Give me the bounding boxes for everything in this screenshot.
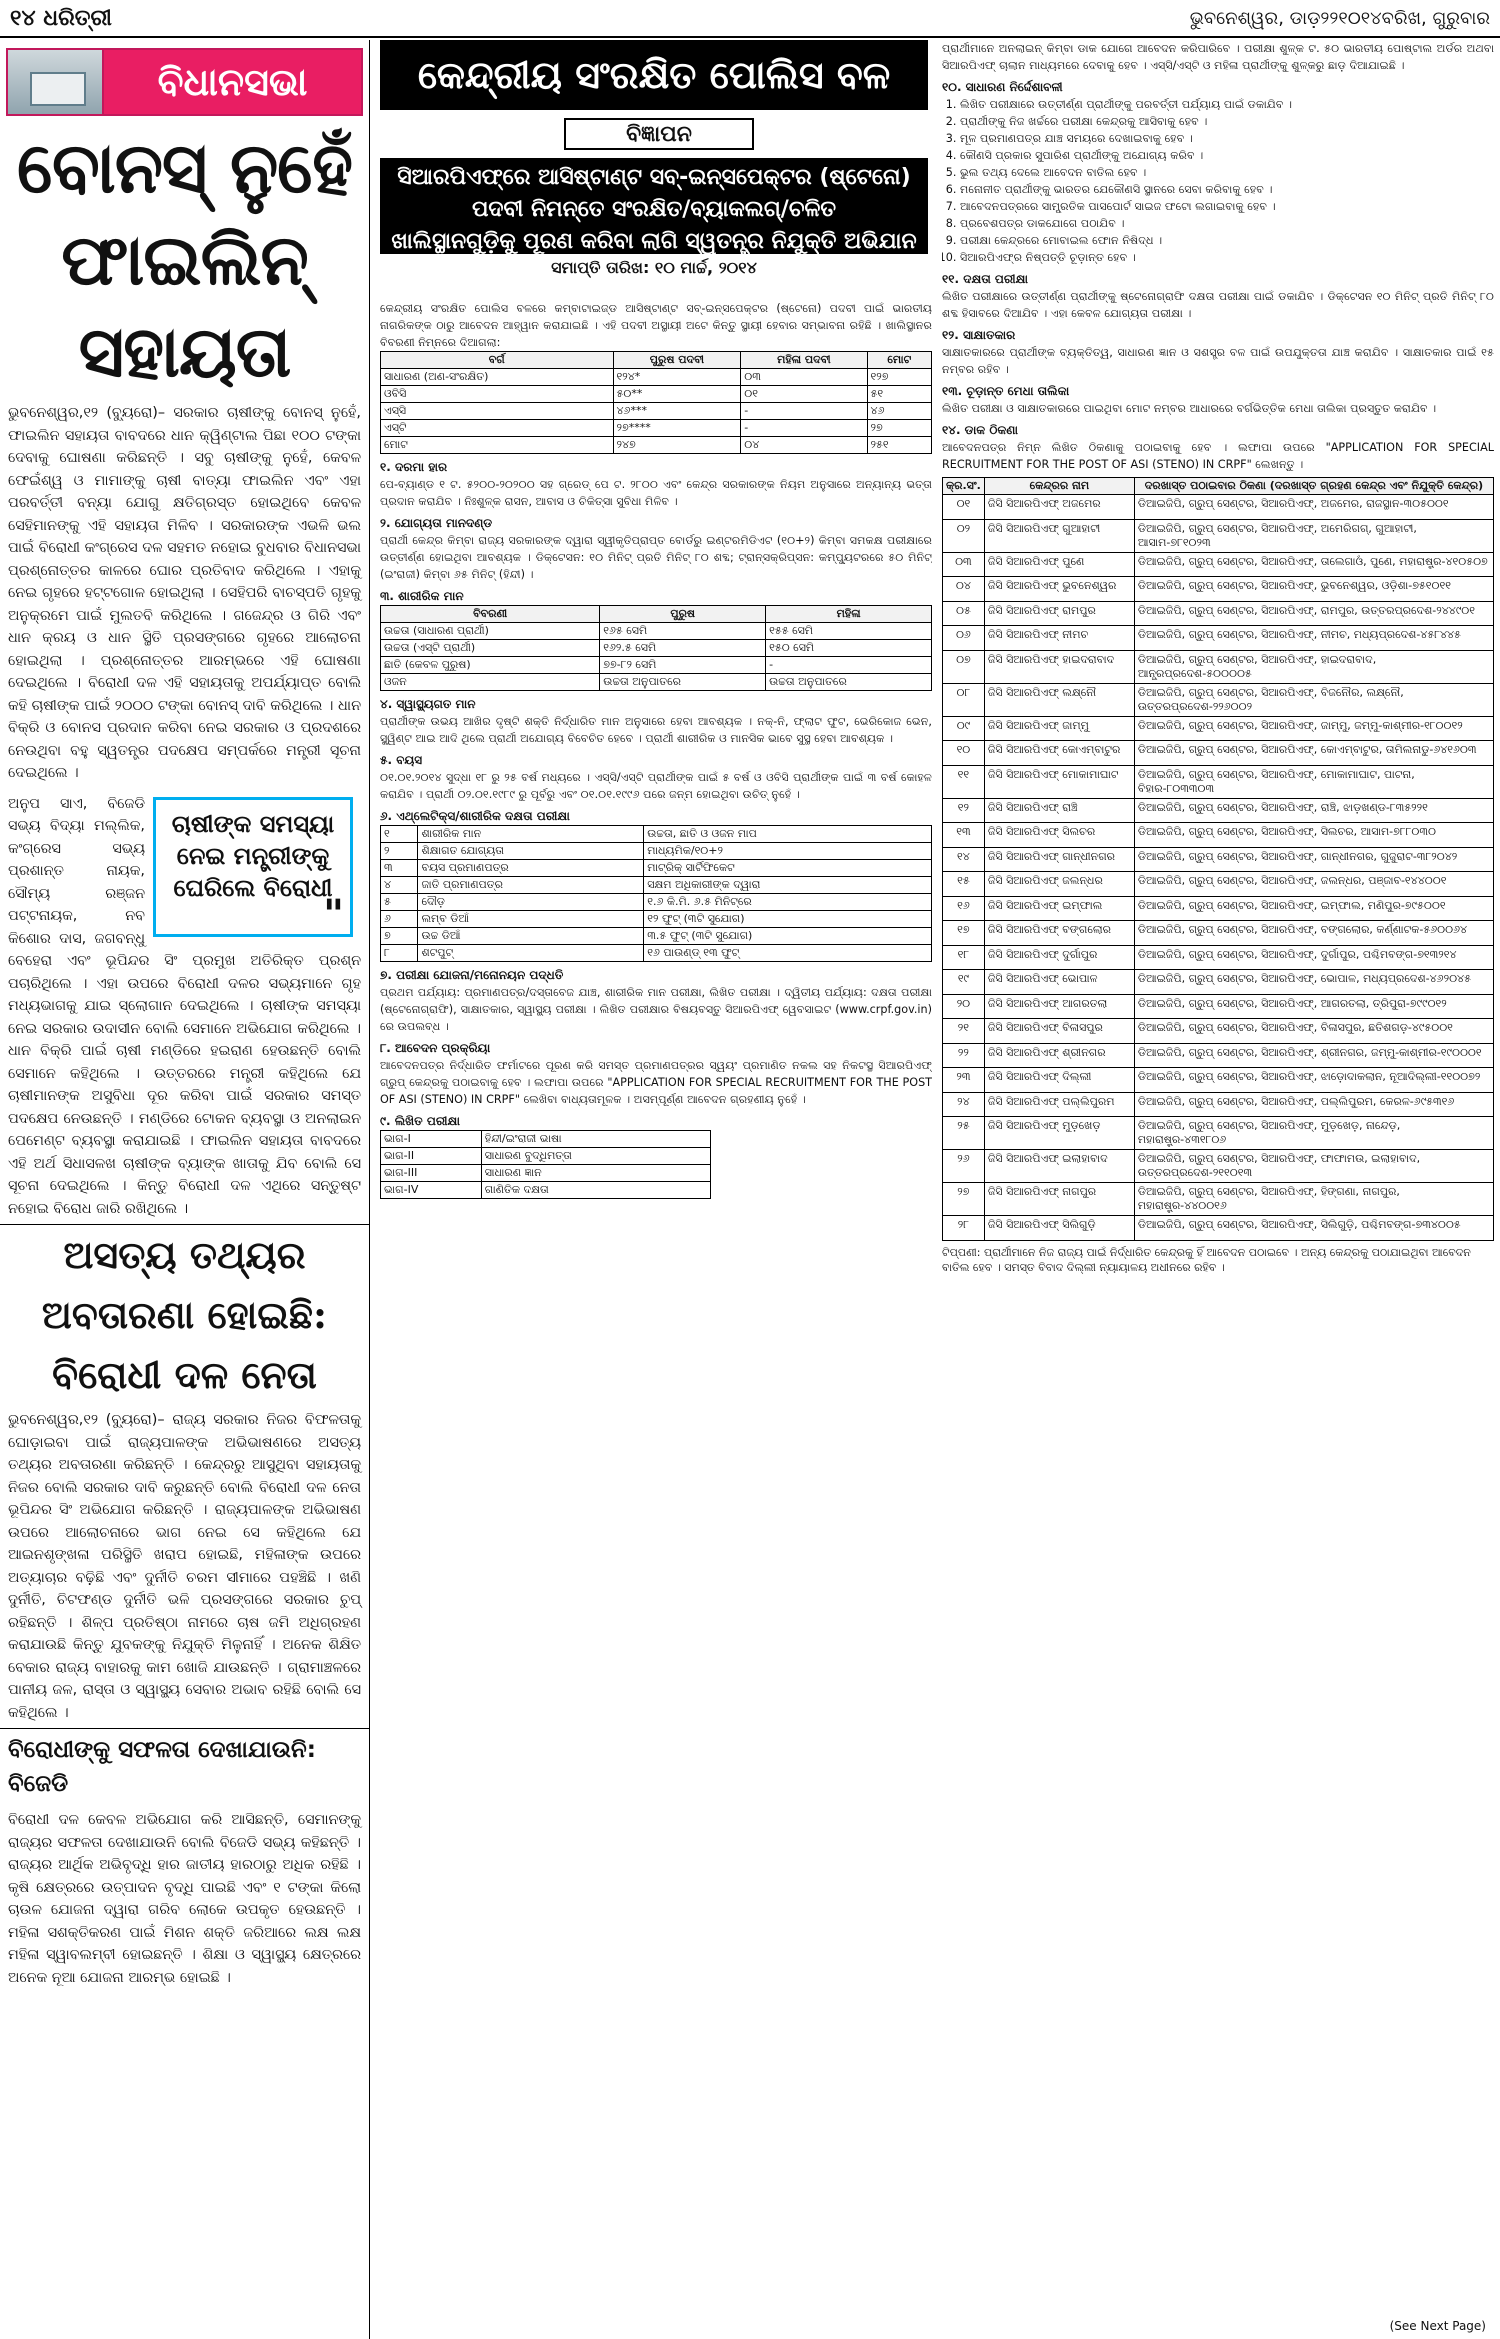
table-cell: ଉଚ୍ଚତା ଅନୁପାତରେ bbox=[600, 674, 766, 691]
table-row bbox=[943, 1117, 1494, 1150]
table-cell: ୦୬ bbox=[943, 626, 985, 651]
table-cell: ୧.୬ କି.ମି. ୬.୫ ମିନିଟ୍‌ରେ bbox=[644, 894, 932, 911]
table-cell: ସାଧାରଣ ଜ୍ଞାନ bbox=[481, 1165, 710, 1182]
list-item: 10. ସିଆରପିଏଫ୍‌ର ନିଷ୍ପତ୍ତି ଚୂଡ଼ାନ୍ତ ହେବ । bbox=[960, 249, 1494, 266]
table-cell: ଭାଗ-I bbox=[381, 1131, 482, 1148]
table-cell: ୨୫ bbox=[943, 1117, 985, 1150]
table-cell: ଡିଆଇଜିପି, ଗ୍ରୁପ୍ ସେଣ୍ଟର, ସିଆରପିଏଫ୍, ଭୋପାଳ, ମଧ୍ୟପ୍ରଦେଶ-୪୬୨୦୪୫ bbox=[1134, 970, 1493, 995]
section-age-text: ୦୧.୦୧.୨୦୧୪ ସୁଦ୍ଧା ୧୮ ରୁ ୨୫ ବର୍ଷ ମଧ୍ୟରେ । ଏସ୍‌ସି/ଏସ୍‌ଟି ପ୍ରାର୍ଥୀଙ୍କ ପାଇଁ ୫ ବର୍ଷ ଓ ଓବିସି ପ୍ରାର୍ଥୀଙ୍କ ପାଇଁ ୩ ବର୍ଷ କୋହଳ କରାଯିବ । ପ୍ରାର୍ଥୀ ୦୨.୦୧.୧୯୮୯ ରୁ ପୂର୍ବରୁ ଏବଂ ୦୧.୦୧.୧୯୯୬ ପରେ ଜନ୍ମ ହୋଇଥିବା ଉଚିତ୍ ନୁହେଁ । bbox=[380, 771, 932, 801]
table-cell: ୨୭ bbox=[867, 420, 931, 437]
table-row bbox=[943, 683, 1494, 716]
table-cell: ଉଚ୍ଚ ଡିଆଁ bbox=[418, 928, 644, 945]
table-cell: ଡିଆଇଜିପି, ଗ୍ରୁପ୍ ସେଣ୍ଟର, ସିଆରପିଏଫ୍, ଭୁବନେଶ୍ୱର, ଓଡ଼ିଶା-୭୫୧୦୧୧ bbox=[1134, 577, 1493, 602]
list-item: 8. ପ୍ରବେଶପତ୍ର ଡାକଯୋଗେ ପଠାଯିବ । bbox=[960, 215, 1494, 232]
vacancy-table bbox=[380, 351, 932, 454]
table-cell: ଜିସି ସିଆରପିଏଫ୍ ବଙ୍ଗଲୋର bbox=[984, 921, 1134, 946]
story-body-1: ଭୁବନେଶ୍ୱର,୧୨ (ବ୍ୟୁରୋ)– ସରକାର ଚାଷୀଙ୍କୁ ବୋନସ୍ ନୁହେଁ, ଫାଇଲିନ ସହାୟତା ବାବଦରେ ଧାନ କ୍ୱିଣ୍ଟାଲ ପିଛା ୧୦୦ ଟଙ୍କା ଦେବାକୁ ଘୋଷଣା କରିଛନ୍ତି । ସବୁ ଚାଷୀଙ୍କୁ ନୁହେଁ, କେବଳ ଫେଇଁଶ୍ୱ ଓ ମାମାଙ୍କୁ ଚାଷୀ ବାତ୍ୟା ଫାଇଲିନ ଏବଂ ଏହା ପରବର୍ତ୍ତୀ ବନ୍ୟା ଯୋଗୁ କ୍ଷତିଗ୍ରସ୍ତ ହୋଇଥିବେ କେବଳ ସେହିମାନଙ୍କୁ ଏହି ସହାୟତା ମିଳିବ । ସରକାରଙ୍କ ଏଭଳି ଭଲ ପାଇଁ ବିରୋଧୀ କଂଗ୍ରେସ ଦଳ ସହମତ ନହୋଇ ବୁଧବାର ବିଧାନସଭା ପ୍ରଶ୍ନୋତ୍ତର କାଳରେ ଘୋର ପ୍ରତିବାଦ କରିଥିଲେ । ଏହାକୁ ନେଇ ଗୃହରେ ହଟ୍ଟଗୋଳ ହୋଇଥିଲା । ସେହିପରି ବାଚସ୍ପତି ଗୃହକୁ ଅନୁକ୍ରମେ ପାଇଁ ମୁଲତବି କରିଥିଲେ । ଗଜେନ୍ଦ୍ର ଓ ଗିରି ଏବଂ ଧାନ କ୍ରୟ ଓ ଧାନ ସ୍ଥିତି ପ୍ରସଙ୍ଗରେ ଗୃହରେ ଆଲୋଚନା ହୋଇଥିଲା । ପ୍ରଶ୍ନୋତ୍ତର ଆରମ୍ଭରେ ଏହି ଘୋଷଣା ଦେଇଥିଲେ । ବିରୋଧୀ ଦଳ ଏହି ସହାୟତାକୁ ଅପର୍ଯ୍ୟାପ୍ତ ବୋଲି କହି ଚାଷୀଙ୍କ ପାଇଁ ୨୦୦୦ ଟଙ୍କା ବୋନସ୍ ଦାବି କରିଥିଲେ । ଧାନ ବିକ୍ରି ଓ ବୋନସ ପ୍ରଦାନ କରିବା ନେଇ ସରକାର ଓ ପ୍ରଦଶରେ ନେଉଥିବା ବହୁ ସ୍ୱତନ୍ତ୍ର ପଦକ୍ଷେପ ସମ୍ପର୍କରେ ମନ୍ତ୍ରୀ ସୂଚନା ଦେଇଥିଲେ । bbox=[8, 405, 361, 781]
table-header: ପୁରୁଷ ପଦବୀ bbox=[613, 352, 741, 369]
table-row bbox=[943, 601, 1494, 626]
table-cell: ଜିସି ସିଆରପିଏଫ୍ ମୋକାମାଘାଟ bbox=[984, 765, 1134, 798]
table-cell: ବୟସ ପ୍ରମାଣପତ୍ର bbox=[418, 860, 644, 877]
table-cell: ଜିସି ସିଆରପିଏଫ୍ ନାଗପୁର bbox=[984, 1183, 1134, 1216]
table-cell: ଉଚ୍ଚତା ଅନୁପାତରେ bbox=[766, 674, 932, 691]
table-row bbox=[943, 1183, 1494, 1216]
table-header: ପୁରୁଷ bbox=[600, 606, 766, 623]
table-cell: ଡିଆଇଜିପି, ଗ୍ରୁପ୍ ସେଣ୍ଟର, ସିଆରପିଏଫ୍, ମୁଡ଼ଖେଡ଼, ନାନ୍ଦେଡ଼, ମହାରାଷ୍ଟ୍ର-୪୩୧୮୦୬ bbox=[1134, 1117, 1493, 1150]
page-number: ୧୪ ଧରିତ୍ରୀ bbox=[10, 5, 112, 31]
table-cell: ଜିସି ସିଆରପିଏଫ୍ ପଲ୍ଲିପୁରମ bbox=[984, 1092, 1134, 1117]
list-item: 5. ଭୁଲ ତଥ୍ୟ ଦେଲେ ଆବେଦନ ବାତିଲ ହେବ । bbox=[960, 164, 1494, 181]
table-cell: ସାଧାରଣ ବୁଦ୍ଧିମତ୍ତା bbox=[481, 1148, 710, 1165]
table-cell: ଜିସି ସିଆରପିଏଫ୍ ମୁଡ଼ଖେଡ଼ bbox=[984, 1117, 1134, 1150]
table-cell: ୨୧ bbox=[943, 1019, 985, 1044]
skill-test-text: ଲିଖିତ ପରୀକ୍ଷାରେ ଉତ୍ତୀର୍ଣ୍ଣ ପ୍ରାର୍ଥୀଙ୍କୁ ଷ୍ଟେନୋଗ୍ରାଫି ଦକ୍ଷତା ପରୀକ୍ଷା ପାଇଁ ଡକାଯିବ । ଡିକ୍ଟେସନ ୧୦ ମିନିଟ୍ ପ୍ରତି ମିନିଟ୍ ୮୦ ଶବ୍ଦ ହିସାବରେ ଦିଆଯିବ । ଏହା କେବଳ ଯୋଗ୍ୟତା ପରୀକ୍ଷା । bbox=[942, 290, 1494, 320]
table-cell: ଡିଆଇଜିପି, ଗ୍ରୁପ୍ ସେଣ୍ଟର, ସିଆରପିଏଫ୍, ହିଙ୍ଗଣା, ନାଗପୁର, ମହାରାଷ୍ଟ୍ର-୪୪୦୦୧୬ bbox=[1134, 1183, 1493, 1216]
table-row bbox=[943, 495, 1494, 520]
section-application-text: ଆବେଦନପତ୍ର ନିର୍ଦ୍ଧାରିତ ଫର୍ମାଟରେ ପୂରଣ କରି ସମସ୍ତ ପ୍ରମାଣପତ୍ରର ସ୍ୱୟଂ ପ୍ରମାଣିତ ନକଲ ସହ ନିକଟସ୍ଥ ସିଆରପିଏଫ୍ ଗ୍ରୁପ୍ କେନ୍ଦ୍ରକୁ ପଠାଇବାକୁ ହେବ । ଲଫାପା ଉପରେ "APPLICATION FOR SPECIAL RECRUITMENT FOR THE POST OF ASI (STENO) IN CRPF" ଲେଖିବା ବାଧ୍ୟତାମୂଳକ । ଅସମ୍ପୂର୍ଣ୍ଣ ଆବେଦନ ଗ୍ରହଣୀୟ ନୁହେଁ । bbox=[380, 1059, 932, 1106]
table-cell: ଜିସି ସିଆରପିଏଫ୍ ଅଜମେର bbox=[984, 495, 1134, 520]
table-cell: ୦୯ bbox=[943, 716, 985, 741]
assembly-building-image bbox=[8, 50, 104, 114]
table-cell: ୧୮ bbox=[943, 945, 985, 970]
table-header: ମୋଟ bbox=[867, 352, 931, 369]
table-row bbox=[381, 386, 932, 403]
table-cell: ଜିସି ସିଆରପିଏଫ୍ ଗାନ୍ଧୀନଗର bbox=[984, 847, 1134, 872]
table-cell: ଡିଆଇଜିପି, ଗ୍ରୁପ୍ ସେଣ୍ଟର, ସିଆରପିଏଫ୍, ରାଞ୍ଚି, ଝାଡ଼ଖଣ୍ଡ-୮୩୫୨୨୧ bbox=[1134, 798, 1493, 823]
table-cell: ଜିସି ସିଆରପିଏଫ୍ ସିଲଚର bbox=[984, 823, 1134, 848]
table-cell: ୧୨୭ bbox=[867, 369, 931, 386]
table-cell: ଡିଆଇଜିପି, ଗ୍ରୁପ୍ ସେଣ୍ଟର, ସିଆରପିଏଫ୍, ଶ୍ରୀନଗର, ଜମ୍ମୁ-କାଶ୍ମୀର-୧୯୦୦୦୧ bbox=[1134, 1043, 1493, 1068]
inset-text: ଚାଷୀଙ୍କ ସମସ୍ୟା ନେଇ ମନ୍ତ୍ରୀଙ୍କୁ ଘେରିଲେ ବିରୋଧୀ bbox=[171, 809, 335, 902]
table-cell: ୦୩ bbox=[741, 369, 867, 386]
table-row bbox=[943, 823, 1494, 848]
table-cell: ୦୮ bbox=[943, 683, 985, 716]
table-cell: ଡିଆଇଜିପି, ଗ୍ରୁପ୍ ସେଣ୍ଟର, ସିଆରପିଏଫ୍, ଜଲନ୍ଧର, ପଞ୍ଜାବ-୧୪୪୦୦୧ bbox=[1134, 872, 1493, 897]
table-cell: ଜିସି ସିଆରପିଏଫ୍ ଜାମ୍ମୁ bbox=[984, 716, 1134, 741]
table-cell: ଡିଆଇଜିପି, ଗ୍ରୁପ୍ ସେଣ୍ଟର, ସିଆରପିଏଫ୍, ମୋକାମାଘାଟ, ପାଟନା, ବିହାର-୮୦୩୩୦୩ bbox=[1134, 765, 1493, 798]
ad-heading-line-1: ସିଆରପିଏଫ୍‌ରେ ଆସିଷ୍ଟାଣ୍ଟ ସବ୍-ଇନ୍‌ସପେକ୍ଟର (ଷ୍ଟେନୋ) bbox=[397, 165, 911, 190]
table-row bbox=[943, 847, 1494, 872]
address-table bbox=[942, 477, 1494, 1241]
table-cell: ୨୩ bbox=[943, 1068, 985, 1093]
table-row bbox=[381, 826, 932, 843]
table-row bbox=[381, 894, 932, 911]
table-row bbox=[943, 921, 1494, 946]
table-cell: ୬ bbox=[381, 911, 418, 928]
table-cell: ୨୭ bbox=[943, 1183, 985, 1216]
table-row bbox=[381, 369, 932, 386]
table-row bbox=[943, 798, 1494, 823]
ad-intro: କେନ୍ଦ୍ରୀୟ ସଂରକ୍ଷିତ ପୋଲିସ ବଳରେ କମ୍ବାଟାଇଜ୍ଡ ଆସିଷ୍ଟାଣ୍ଟ ସବ୍-ଇନ୍‌ସପେକ୍ଟର (ଷ୍ଟେନୋ) ପଦବୀ ପାଇଁ ଭାରତୀୟ ନାଗରିକଙ୍କ ଠାରୁ ଆବେଦନ ଆହ୍ୱାନ କରାଯାଇଛି । ଏହି ପଦବୀ ଅସ୍ଥାୟୀ ଅଟେ କିନ୍ତୁ ସ୍ଥାୟୀ ହେବାର ସମ୍ଭାବନା ରହିଛି । ଖାଲିସ୍ଥାନର ବିବରଣୀ ନିମ୍ନରେ ଦିଆଗଲା: bbox=[380, 302, 932, 349]
table-cell: ଜିସି ସିଆରପିଏଫ୍ ଗୁଆହାଟୀ bbox=[984, 519, 1134, 552]
table-row bbox=[943, 945, 1494, 970]
table-cell: ୨୪ bbox=[943, 1092, 985, 1117]
table-cell: ୧୬୨.୫ ସେମି bbox=[600, 640, 766, 657]
table-row bbox=[943, 1092, 1494, 1117]
story-body-3: ଭୁବନେଶ୍ୱର,୧୨ (ବ୍ୟୁରୋ)– ରାଜ୍ୟ ସରକାର ନିଜର ବିଫଳତାକୁ ଘୋଡ଼ାଇବା ପାଇଁ ରାଜ୍ୟପାଳଙ୍କ ଅଭିଭାଷଣରେ ଅସତ୍ୟ ତଥ୍ୟର ଅବତାରଣା କରିଛନ୍ତି । କେନ୍ଦ୍ରରୁ ଆସୁଥିବା ସହାୟତାକୁ ନିଜର ବୋଲି ସରକାର ଦାବି କରୁଛନ୍ତି ବୋଲି ବିରୋଧୀ ଦଳ ନେତା ଭୂପିନ୍ଦର ସିଂ ଅଭିଯୋଗ କରିଛନ୍ତି । ରାଜ୍ୟପାଳଙ୍କ ଅଭିଭାଷଣ ଉପରେ ଆଲୋଚନାରେ ଭାଗ ନେଇ ସେ କହିଥିଲେ ଯେ ଆଇନଶୃଙ୍ଖଳା ପରିସ୍ଥିତି ଖରାପ ହୋଇଛି, ମହିଳାଙ୍କ ଉପରେ ଅତ୍ୟାଚାର ବଢ଼ିଛି ଏବଂ ଦୁର୍ନୀତି ଚରମ ସୀମାରେ ପହଞ୍ଚିଛି । ଖଣି ଦୁର୍ନୀତି, ଚିଟଫଣ୍ଡ ଦୁର୍ନୀତି ଭଳି ପ୍ରସଙ୍ଗରେ ସରକାର ଚୁପ୍ ରହିଛନ୍ତି । ଶିଳ୍ପ ପ୍ରତିଷ୍ଠା ନାମରେ ଚାଷ ଜମି ଅଧିଗ୍ରହଣ କରାଯାଉଛି କିନ୍ତୁ ଯୁବକଙ୍କୁ ନିଯୁକ୍ତି ମିଳୁନାହିଁ । ଅନେକ ଶିକ୍ଷିତ ବେକାର ରାଜ୍ୟ ବାହାରକୁ କାମ ଖୋଜି ଯାଉଛନ୍ତି । ଗ୍ରାମାଞ୍ଚଳରେ ପାନୀୟ ଜଳ, ରାସ୍ତା ଓ ସ୍ୱାସ୍ଥ୍ୟ ସେବାର ଅଭାବ ରହିଛି ବୋଲି ସେ କହିଥିଲେ । bbox=[8, 1412, 361, 1721]
table-row bbox=[381, 403, 932, 420]
table-row bbox=[381, 674, 932, 691]
table-cell: ଜିସି ସିଆରପିଏଫ୍ ଆଗରତଲା bbox=[984, 994, 1134, 1019]
table-cell: ୧୧ bbox=[943, 765, 985, 798]
table-cell: ଡିଆଇଜିପି, ଗ୍ରୁପ୍ ସେଣ୍ଟର, ସିଆରପିଏଫ୍, ଇମ୍ଫାଲ, ମଣିପୁର-୭୯୫୦୦୧ bbox=[1134, 896, 1493, 921]
table-cell: ଜିସି ସିଆରପିଏଫ୍ ରାଞ୍ଚି bbox=[984, 798, 1134, 823]
table-row bbox=[381, 1165, 711, 1182]
table-cell: ୧୦ bbox=[943, 741, 985, 766]
table-cell: ୧୫ bbox=[943, 872, 985, 897]
table-header: କେନ୍ଦ୍ରର ନାମ bbox=[984, 478, 1134, 495]
table-cell: ୦୧ bbox=[943, 495, 985, 520]
table-cell: ଜିସି ସିଆରପିଏଫ୍ ଦୁର୍ଗାପୁର bbox=[984, 945, 1134, 970]
table-cell: ୪୬ bbox=[867, 403, 931, 420]
table-cell: ୧୪ bbox=[943, 847, 985, 872]
table-cell: ଏସ୍‌ଟି bbox=[381, 420, 614, 437]
table-row bbox=[381, 945, 932, 962]
table-row bbox=[943, 741, 1494, 766]
table-cell: ଶିକ୍ଷାଗତ ଯୋଗ୍ୟତା bbox=[418, 843, 644, 860]
table-row bbox=[381, 911, 932, 928]
table-header: ମହିଳା ପଦବୀ bbox=[741, 352, 867, 369]
table-row bbox=[381, 843, 932, 860]
table-cell: ଜିସି ସିଆରପିଏଫ୍ ଲକ୍ଷ୍ନୌ bbox=[984, 683, 1134, 716]
table-cell: ୨୦ bbox=[943, 994, 985, 1019]
physical-standards-table bbox=[380, 605, 932, 691]
dateline: ଭୁବନେଶ୍ୱର, ଡାଡ଼୨୨୧୦୧୪ବରିଖ, ଗୁରୁବାର bbox=[1189, 7, 1490, 29]
table-row bbox=[943, 896, 1494, 921]
section-medical-text: ପ୍ରାର୍ଥୀଙ୍କ ଉଭୟ ଆଖିର ଦୃଷ୍ଟି ଶକ୍ତି ନିର୍ଦ୍ଧାରିତ ମାନ ଅନୁସାରେ ହେବା ଆବଶ୍ୟକ । ନକ୍-ନି, ଫ୍ଲାଟ ଫୁଟ, ଭେରିକୋଜ ଭେନ, ସ୍କ୍ୱିଣ୍ଟ ଆଇ ଆଦି ଥିଲେ ପ୍ରାର୍ଥୀ ଅଯୋଗ୍ୟ ବିବେଚିତ ହେବେ । ପ୍ରାର୍ଥୀ ଶାରୀରିକ ଓ ମାନସିକ ଭାବେ ସୁସ୍ଥ ହେବା ଆବଶ୍ୟକ । bbox=[380, 715, 932, 745]
table-cell: ୦୪ bbox=[943, 577, 985, 602]
table-cell: ୫୦** bbox=[613, 386, 741, 403]
list-item: 1. ଲିଖିତ ପରୀକ୍ଷାରେ ଉତ୍ତୀର୍ଣ୍ଣ ପ୍ରାର୍ଥୀଙ୍କୁ ପରବର୍ତ୍ତୀ ପର୍ଯ୍ୟାୟ ପାଇଁ ଡକାଯିବ । bbox=[960, 96, 1494, 113]
interview-text: ସାକ୍ଷାତକାରରେ ପ୍ରାର୍ଥୀଙ୍କ ବ୍ୟକ୍ତିତ୍ୱ, ସାଧାରଣ ଜ୍ଞାନ ଓ ସଶସ୍ତ୍ର ବଳ ପାଇଁ ଉପଯୁକ୍ତତା ଯାଞ୍ଚ କରାଯିବ । ସାକ୍ଷାତକାର ପାଇଁ ୧୫ ନମ୍ବର ରହିବ । bbox=[942, 346, 1494, 376]
section-physical: ୩. ଶାରୀରିକ ମାନ bbox=[380, 589, 464, 603]
table-row bbox=[943, 716, 1494, 741]
table-row bbox=[943, 552, 1494, 577]
table-row bbox=[381, 657, 932, 674]
table-cell: ୨୭**** bbox=[613, 420, 741, 437]
table-cell: ଶଟପୁଟ୍ bbox=[418, 945, 644, 962]
story-body-2-text: ଅନୁପ ସାଏ, ବିଜେଡି ସଭ୍ୟ ବିଦ୍ୟା ମଲ୍ଲିକ, କଂଗ୍ରେସ ସଭ୍ୟ ପ୍ରଶାନ୍ତ ନାୟକ, ସୌମ୍ୟ ରଞ୍ଜନ ପଟ୍ଟନାୟକ, ନବ କିଶୋର ଦାସ, ଜଗବନ୍ଧୁ ବେହେରା ଏବଂ ଭୂପିନ୍ଦର ସିଂ ପ୍ରମୁଖ ଅତିରିକ୍ତ ପ୍ରଶ୍ନ ପଚାରିଥିଲେ । ଏହା ଉପରେ ବିରୋଧୀ ଦଳର ସଭ୍ୟମାନେ ଗୃହ ମଧ୍ୟଭାଗକୁ ଯାଇ ସ୍ଲୋଗାନ ଦେଇଥିଲେ । ଚାଷୀଙ୍କ ସମସ୍ୟା ନେଇ ସରକାର ଉଦାସୀନ ବୋଲି ସେମାନେ ଅଭିଯୋଗ କରିଥିଲେ । ଧାନ ବିକ୍ରି ପାଇଁ ଚାଷୀ ମଣ୍ଡିରେ ହଇରାଣ ହେଉଛନ୍ତି ବୋଲି ସେମାନେ କହିଥିଲେ । ଉତ୍ତରରେ ମନ୍ତ୍ରୀ କହିଥିଲେ ଯେ ଚାଷୀମାନଙ୍କ ଅସୁବିଧା ଦୂର କରିବା ପାଇଁ ସରକାର ସମସ୍ତ ପଦକ୍ଷେପ ନେଉଛନ୍ତି । ମଣ୍ଡିରେ ଟୋକନ ବ୍ୟବସ୍ଥା ଓ ଅନଲାଇନ ପେମେଣ୍ଟ ବ୍ୟବସ୍ଥା କରାଯାଇଛି । ଫାଇଲିନ ସହାୟତା ବାବଦରେ ଏହି ଅର୍ଥ ସିଧାସଳଖ ଚାଷୀଙ୍କ ବ୍ୟାଙ୍କ ଖାତାକୁ ଯିବ ବୋଲି ସେ ସୂଚନା ଦେଇଥିଲେ । କିନ୍ତୁ ବିରୋଧୀ ଦଳ ଏଥିରେ ସନ୍ତୁଷ୍ଟ ନହୋଇ ବିରୋଧ ଜାରି ରଖିଥିଲେ । bbox=[8, 795, 361, 1217]
table-row bbox=[943, 1068, 1494, 1093]
table-cell: - bbox=[741, 403, 867, 420]
instructions-list bbox=[942, 96, 1494, 266]
table-row bbox=[381, 1131, 711, 1148]
table-cell: ୧୭ bbox=[943, 921, 985, 946]
table-cell: ଜିସି ସିଆରପିଏଫ୍ ହାଇଦରାବାଦ bbox=[984, 650, 1134, 683]
table-cell: ୧୨ bbox=[943, 798, 985, 823]
section-pay: ୧. ଦରମା ହାର bbox=[380, 460, 448, 474]
table-cell: ଜିସି ସିଆରପିଏଫ୍ ନୀମଚ bbox=[984, 626, 1134, 651]
table-cell: ଜିସି ସିଆରପିଏଫ୍ କୋଏମ୍ବାଟୁର bbox=[984, 741, 1134, 766]
table-cell: ମାଟ୍ରିକ୍ ସାର୍ଟିଫିକେଟ bbox=[644, 860, 932, 877]
section-eligibility-text: ପ୍ରାର୍ଥୀ କେନ୍ଦ୍ର କିମ୍ବା ରାଜ୍ୟ ସରକାରଙ୍କ ଦ୍ୱାରା ସ୍ୱୀକୃତିପ୍ରାପ୍ତ ବୋର୍ଡରୁ ଇଣ୍ଟରମିଡିଏଟ (୧୦+୨) କିମ୍ବା ସମକକ୍ଷ ପରୀକ୍ଷାରେ ଉତ୍ତୀର୍ଣ୍ଣ ହୋଇଥିବା ଆବଶ୍ୟକ । ଡିକ୍ଟେସନ: ୧୦ ମିନିଟ୍ ପ୍ରତି ମିନିଟ୍ ୮୦ ଶବ୍ଦ; ଟ୍ରାନ୍ସକ୍ରିପ୍‌ସନ: କମ୍ପ୍ୟୁଟରରେ ୫୦ ମିନିଟ୍ (ଇଂରାଜୀ) କିମ୍ବା ୬୫ ମିନିଟ୍ (ହିନ୍ଦୀ) । bbox=[380, 534, 932, 581]
crpf-advertisement bbox=[376, 40, 1500, 2339]
table-row bbox=[381, 623, 932, 640]
inset-subheadline bbox=[153, 797, 353, 937]
table-row bbox=[943, 872, 1494, 897]
table-cell: ୦୭ bbox=[943, 650, 985, 683]
table-row bbox=[943, 1043, 1494, 1068]
list-item: 4. କୌଣସି ପ୍ରକାର ସୁପାରିଶ ପ୍ରାର୍ଥୀଙ୍କୁ ଅଯୋଗ୍ୟ କରିବ । bbox=[960, 147, 1494, 164]
table-cell: ସାଧାରଣ (ଅଣ-ସଂରକ୍ଷିତ) bbox=[381, 369, 614, 386]
address-text: ଆବେଦନପତ୍ର ନିମ୍ନ ଲିଖିତ ଠିକଣାକୁ ପଠାଇବାକୁ ହେବ । ଲଫାପା ଉପରେ "APPLICATION FOR SPECIAL RECRUITMENT FOR THE POST OF ASI (STENO) IN CRPF" ଲେଖନ୍ତୁ । bbox=[942, 441, 1494, 471]
section-skill-test: ୧୧. ଦକ୍ଷତା ପରୀକ୍ଷା bbox=[942, 272, 1029, 286]
table-header: ବିବରଣୀ bbox=[381, 606, 600, 623]
table-cell: ୨୫୧ bbox=[867, 437, 931, 454]
table-cell: ଗାଣିତିକ ଦକ୍ଷତା bbox=[481, 1182, 710, 1199]
table-cell: ଭାଗ-II bbox=[381, 1148, 482, 1165]
table-cell: ୦୫ bbox=[943, 601, 985, 626]
table-cell: ଡିଆଇଜିପି, ଗ୍ରୁପ୍ ସେଣ୍ଟର, ସିଆରପିଏଫ୍, ଫାଫାମଉ, ଇଲାହାବାଦ, ଉତ୍ତରପ୍ରଦେଶ-୨୧୧୦୧୩ bbox=[1134, 1150, 1493, 1183]
table-cell: ୧୩ bbox=[943, 823, 985, 848]
table-cell: ଡିଆଇଜିପି, ଗ୍ରୁପ୍ ସେଣ୍ଟର, ସିଆରପିଏଫ୍, ଗାନ୍ଧୀନଗର, ଗୁଜୁରାଟ-୩୮୨୦୪୨ bbox=[1134, 847, 1493, 872]
ad-subtitle: ବିଜ୍ଞାପନ bbox=[564, 118, 754, 150]
table-cell: ଭାଗ-III bbox=[381, 1165, 482, 1182]
table-cell: ଜାତି ପ୍ରମାଣପତ୍ର bbox=[418, 877, 644, 894]
table-cell: ଜିସି ସିଆରପିଏଫ୍ ପୁଣେ bbox=[984, 552, 1134, 577]
section-interview: ୧୨. ସାକ୍ଷାତକାର bbox=[942, 328, 1016, 342]
table-cell: ଜିସି ସିଆରପିଏଫ୍ ଦିଲ୍ଲୀ bbox=[984, 1068, 1134, 1093]
table-cell: ୪୬*** bbox=[613, 403, 741, 420]
table-cell: ୭୭-୮୨ ସେମି bbox=[600, 657, 766, 674]
table-cell: ଡିଆଇଜିପି, ଗ୍ରୁପ୍ ସେଣ୍ଟର, ସିଆରପିଏଫ୍, ରାମପୁର, ଉତ୍ତରପ୍ରଦେଶ-୨୪୪୯୦୧ bbox=[1134, 601, 1493, 626]
table-cell: ଓବିସି bbox=[381, 386, 614, 403]
ad-column-left bbox=[380, 300, 932, 2339]
news-column bbox=[0, 40, 370, 2339]
ad-heading-line-3: ଖାଲିସ୍ଥାନଗୁଡ଼ିକୁ ପୂରଣ କରିବା ଲାଗି ସ୍ୱତନ୍ତ୍ର ନିଯୁକ୍ତି ଅଭିଯାନ bbox=[391, 229, 917, 254]
last-date: ସମାପ୍ତି ତାରିଖ: ୧୦ ମାର୍ଚ୍ଚ, ୨୦୧୪ bbox=[551, 258, 757, 277]
section-written: ୯. ଲିଖିତ ପରୀକ୍ଷା bbox=[380, 1114, 460, 1128]
table-header: ଦରଖାସ୍ତ ପଠାଇବାର ଠିକଣା (ଦରଖାସ୍ତ ଗ୍ରହଣ କେନ୍ଦ୍ର ଏବଂ ନିଯୁକ୍ତି କେନ୍ଦ୍ର) bbox=[1134, 478, 1493, 495]
table-cell: ୨୮ bbox=[943, 1216, 985, 1241]
list-item: 2. ପ୍ରାର୍ଥୀଙ୍କୁ ନିଜ ଖର୍ଚ୍ଚରେ ପରୀକ୍ଷା କେନ୍ଦ୍ରକୁ ଆସିବାକୁ ହେବ । bbox=[960, 113, 1494, 130]
table-cell: ଜିସି ସିଆରପିଏଫ୍ ସିଲିଗୁଡ଼ି bbox=[984, 1216, 1134, 1241]
table-cell: ୨୪୭ bbox=[613, 437, 741, 454]
section-application: ୮. ଆବେଦନ ପ୍ରକ୍ରିୟା bbox=[380, 1041, 491, 1055]
ad-column-right bbox=[942, 40, 1494, 2339]
table-cell: ମୋଟ bbox=[381, 437, 614, 454]
table-row bbox=[943, 1150, 1494, 1183]
table-cell: ଡିଆଇଜିପି, ଗ୍ରୁପ୍ ସେଣ୍ଟର, ସିଆରପିଏଫ୍, ସିଲଚର, ଆସାମ-୭୮୮୦୩୦ bbox=[1134, 823, 1493, 848]
table-cell: ଜିସି ସିଆରପିଏଫ୍ ଶ୍ରୀନଗର bbox=[984, 1043, 1134, 1068]
table-cell: ଓଜନ bbox=[381, 674, 600, 691]
section-eligibility: ୨. ଯୋଗ୍ୟତା ମାନଦଣ୍ଡ bbox=[380, 516, 493, 530]
table-row bbox=[381, 877, 932, 894]
table-cell: ୧୬ ପାଉଣ୍ଡ୍ ୧୩ ଫୁଟ୍ bbox=[644, 945, 932, 962]
headline-opposition: ଅସତ୍ୟ ତଥ୍ୟର ଅବତାରଣା ହୋଇଛି: ବିରୋଧୀ ଦଳ ନେତା bbox=[0, 1224, 369, 1405]
section-age: ୫. ବୟସ bbox=[380, 753, 423, 767]
table-cell: ୧୯ bbox=[943, 970, 985, 995]
table-cell: ମାଧ୍ୟମିକ/୧୦+୨ bbox=[644, 843, 932, 860]
table-cell: ଡିଆଇଜିପି, ଗ୍ରୁପ୍ ସେଣ୍ଟର, ସିଆରପିଏଫ୍, ଅଜମେର, ରାଜସ୍ଥାନ-୩୦୫୦୦୧ bbox=[1134, 495, 1493, 520]
bottom-note: ଟିପ୍ପଣୀ: ପ୍ରାର୍ଥୀମାନେ ନିଜ ରାଜ୍ୟ ପାଇଁ ନିର୍ଦ୍ଧାରିତ କେନ୍ଦ୍ରକୁ ହିଁ ଆବେଦନ ପଠାଇବେ । ଅନ୍ୟ କେନ୍ଦ୍ରକୁ ପଠାଯାଇଥିବା ଆବେଦନ ବାତିଲ ହେବ । ସମସ୍ତ ବିବାଦ ଦିଲ୍ଲୀ ନ୍ୟାୟାଳୟ ଅଧୀନରେ ରହିବ । bbox=[942, 1245, 1471, 1274]
table-row bbox=[381, 1148, 711, 1165]
table-cell: ୧୫୦ ସେମି bbox=[766, 640, 932, 657]
table-cell: ଡିଆଇଜିପି, ଗ୍ରୁପ୍ ସେଣ୍ଟର, ସିଆରପିଏଫ୍, ବିଜନୌର, ଲକ୍ଷ୍ନୌ, ଉତ୍ତରପ୍ରଦେଶ-୨୨୬୦୦୨ bbox=[1134, 683, 1493, 716]
table-cell: ଡିଆଇଜିପି, ଗ୍ରୁପ୍ ସେଣ୍ଟର, ସିଆରପିଏଫ୍, ବିଳାସପୁର, ଛତିଶଗଡ଼-୪୯୫୦୦୧ bbox=[1134, 1019, 1493, 1044]
written-exam-table bbox=[380, 1130, 711, 1199]
table-cell: ଡିଆଇଜିପି, ଗ୍ରୁପ୍ ସେଣ୍ଟର, ସିଆରପିଏଫ୍, ଅମେରିଗଗ୍, ଗୁଆହାଟୀ, ଆସାମ-୭୮୧୦୨୩ bbox=[1134, 519, 1493, 552]
table-cell: ଜିସି ସିଆରପିଏଫ୍ ଭୁବନେଶ୍ୱର bbox=[984, 577, 1134, 602]
table-cell: ୦୧ bbox=[741, 386, 867, 403]
section-merit: ୧୩. ଚୂଡ଼ାନ୍ତ ମେଧା ତାଲିକା bbox=[942, 384, 1070, 398]
table-cell: ଏସ୍‌ସି bbox=[381, 403, 614, 420]
table-cell: ଦୌଡ଼ bbox=[418, 894, 644, 911]
table-cell: ଡିଆଇଜିପି, ଗ୍ରୁପ୍ ସେଣ୍ଟର, ସିଆରପିଏଫ୍, ତାଲେଗାଓଁ, ପୁଣେ, ମହାରାଷ୍ଟ୍ର-୪୧୦୫୦୭ bbox=[1134, 552, 1493, 577]
section-label: ବିଧାନସଭା bbox=[104, 50, 361, 114]
table-cell: ୫ bbox=[381, 894, 418, 911]
section-selection: ୭. ପରୀକ୍ଷା ଯୋଜନା/ମନୋନୟନ ପଦ୍ଧତି bbox=[380, 968, 564, 982]
ad-heading-line-2: ପଦବୀ ନିମନ୍ତେ ସଂରକ୍ଷିତ/ବ୍ୟାକଲଗ୍/ଚଳିତ bbox=[471, 197, 837, 222]
table-cell: ୩ bbox=[381, 860, 418, 877]
headline-bjd: ବିରୋଧୀଙ୍କୁ ସଫଳତା ଦେଖାଯାଉନି: ବିଜେଡି bbox=[0, 1728, 369, 1805]
table-cell: ଉଚ୍ଚତା (ଏସ୍‌ଟି ପ୍ରାର୍ଥୀ) bbox=[381, 640, 600, 657]
table-cell: ୦୨ bbox=[943, 519, 985, 552]
table-cell: ଜିସି ସିଆରପିଏଫ୍ ଭୋପାଳ bbox=[984, 970, 1134, 995]
list-item: 9. ପରୀକ୍ଷା କେନ୍ଦ୍ରରେ ମୋବାଇଲ ଫୋନ ନିଷିଦ୍ଧ । bbox=[960, 232, 1494, 249]
pet-table bbox=[380, 825, 932, 962]
table-cell: ଡିଆଇଜିପି, ଗ୍ରୁପ୍ ସେଣ୍ଟର, ସିଆରପିଏଫ୍, ସିଲିଗୁଡ଼ି, ପଶ୍ଚିମବଙ୍ଗ-୭୩୪୦୦୫ bbox=[1134, 1216, 1493, 1241]
table-cell: ଉଚ୍ଚତା (ସାଧାରଣ ପ୍ରାର୍ଥୀ) bbox=[381, 623, 600, 640]
headline-line-1: ବୋନସ୍ ନୁହେଁ bbox=[16, 126, 353, 209]
table-cell: ୩.୫ ଫୁଟ୍ (୩ଟି ସୁଯୋଗ) bbox=[644, 928, 932, 945]
table-cell: ଡିଆଇଜିପି, ଗ୍ରୁପ୍ ସେଣ୍ଟର, ସିଆରପିଏଫ୍, ପଲ୍ଲିପୁରମ, କେରଳ-୬୯୫୩୧୬ bbox=[1134, 1092, 1493, 1117]
table-cell: ହିନ୍ଦୀ/ଇଂରାଜୀ ଭାଷା bbox=[481, 1131, 710, 1148]
story-body-4: ବିରୋଧୀ ଦଳ କେବଳ ଅଭିଯୋଗ କରି ଆସିଛନ୍ତି, ସେମାନଙ୍କୁ ରାଜ୍ୟର ସଫଳତା ଦେଖାଯାଉନି ବୋଲି ବିଜେଡି ସଭ୍ୟ କହିଛନ୍ତି । ରାଜ୍ୟର ଆର୍ଥିକ ଅଭିବୃଦ୍ଧି ହାର ଜାତୀୟ ହାରଠାରୁ ଅଧିକ ରହିଛି । କୃଷି କ୍ଷେତ୍ରରେ ଉତ୍ପାଦନ ବୃଦ୍ଧି ପାଇଛି ଏବଂ ୧ ଟଙ୍କା କିଲୋ ଚାଉଳ ଯୋଜନା ଦ୍ୱାରା ଗରିବ ଲୋକେ ଉପକୃତ ହେଉଛନ୍ତି । ମହିଳା ସଶକ୍ତିକରଣ ପାଇଁ ମିଶନ ଶକ୍ତି ଜରିଆରେ ଲକ୍ଷ ଲକ୍ଷ ମହିଳା ସ୍ୱାବଲମ୍ବୀ ହୋଇଛନ୍ତି । ଶିକ୍ଷା ଓ ସ୍ୱାସ୍ଥ୍ୟ କ୍ଷେତ୍ରରେ ଅନେକ ନୂଆ ଯୋଜନା ଆରମ୍ଭ ହୋଇଛି । bbox=[8, 1812, 361, 1986]
table-cell: ୨୬ bbox=[943, 1150, 985, 1183]
table-cell: ୨୨ bbox=[943, 1043, 985, 1068]
table-row bbox=[943, 970, 1494, 995]
table-cell: ୮ bbox=[381, 945, 418, 962]
section-address: ୧୪. ଡାକ ଠିକଣା bbox=[942, 423, 1019, 437]
fee-text: ପ୍ରାର୍ଥୀମାନେ ଅନଲାଇନ୍ କିମ୍ବା ଡାକ ଯୋଗେ ଆବେଦନ କରିପାରିବେ । ପରୀକ୍ଷା ଶୁଳ୍କ ଟ. ୫୦ ଭାରତୀୟ ପୋଷ୍ଟାଲ ଅର୍ଡର ଅଥବା ସିଆରପିଏଫ୍ ଚାଲାନ ମାଧ୍ୟମରେ ଦେବାକୁ ହେବ । ଏସ୍‌ସି/ଏସ୍‌ଟି ଓ ମହିଳା ପ୍ରାର୍ଥୀଙ୍କୁ ଶୁଳ୍କରୁ ଛାଡ଼ ଦିଆଯାଇଛି । bbox=[942, 42, 1494, 72]
ad-heading-box bbox=[380, 158, 928, 254]
table-cell: ଛାତି (କେବଳ ପୁରୁଷ) bbox=[381, 657, 600, 674]
table-cell: ୧୫୫ ସେମି bbox=[766, 623, 932, 640]
table-row bbox=[381, 640, 932, 657]
table-cell: ଡିଆଇଜିପି, ଗ୍ରୁପ୍ ସେଣ୍ଟର, ସିଆରପିଏଫ୍, ବଙ୍ଗଲୋର, କର୍ଣ୍ଣାଟକ-୫୬୦୦୬୪ bbox=[1134, 921, 1493, 946]
table-cell: ୦୩ bbox=[943, 552, 985, 577]
story-body-2 bbox=[0, 789, 369, 1225]
table-cell: - bbox=[741, 420, 867, 437]
table-row bbox=[943, 626, 1494, 651]
table-row bbox=[943, 1216, 1494, 1241]
table-row bbox=[943, 650, 1494, 683]
table-header: ମହିଳା bbox=[766, 606, 932, 623]
table-row bbox=[943, 1019, 1494, 1044]
table-cell: ଜିସି ସିଆରପିଏଫ୍ ରାମପୁର bbox=[984, 601, 1134, 626]
table-header: ବର୍ଗ bbox=[381, 352, 614, 369]
table-cell: ଜିସି ସିଆରପିଏଫ୍ ଇଲାହାବାଦ bbox=[984, 1150, 1134, 1183]
table-cell: ଲମ୍ବ ଡିଆଁ bbox=[418, 911, 644, 928]
table-row bbox=[943, 765, 1494, 798]
quote-mark-icon: " bbox=[323, 891, 344, 938]
table-cell: ଶାରୀରିକ ମାନ bbox=[418, 826, 644, 843]
table-row bbox=[381, 860, 932, 877]
table-cell: ସକ୍ଷମ ଅଧିକାରୀଙ୍କ ଦ୍ୱାରା bbox=[644, 877, 932, 894]
table-cell: ୭ bbox=[381, 928, 418, 945]
table-cell: ଜିସି ସିଆରପିଏଫ୍ ବିଳାସପୁର bbox=[984, 1019, 1134, 1044]
page-masthead bbox=[0, 0, 1500, 38]
table-cell: ଜିସି ସିଆରପିଏଫ୍ ଇମ୍ଫାଲ bbox=[984, 896, 1134, 921]
table-cell: ଭାଗ-IV bbox=[381, 1182, 482, 1199]
table-cell: ୪ bbox=[381, 877, 418, 894]
table-row bbox=[943, 519, 1494, 552]
table-cell: ୦୪ bbox=[741, 437, 867, 454]
table-row bbox=[381, 928, 932, 945]
table-cell: ଡିଆଇଜିପି, ଗ୍ରୁପ୍ ସେଣ୍ଟର, ସିଆରପିଏଫ୍, ଆଗରତଲା, ତ୍ରିପୁରା-୭୯୯୦୧୨ bbox=[1134, 994, 1493, 1019]
table-cell: ୧୬୫ ସେମି bbox=[600, 623, 766, 640]
table-row bbox=[381, 420, 932, 437]
table-cell: ୧୨ ଫୁଟ୍ (୩ଟି ସୁଯୋଗ) bbox=[644, 911, 932, 928]
table-cell: ଉଚ୍ଚତା, ଛାତି ଓ ଓଜନ ମାପ bbox=[644, 826, 932, 843]
table-cell: ଡିଆଇଜିପି, ଗ୍ରୁପ୍ ସେଣ୍ଟର, ସିଆରପିଏଫ୍, ଝାଡ଼ୋଦାକଲାନ, ନୂଆଦିଲ୍ଲୀ-୧୧୦୦୭୨ bbox=[1134, 1068, 1493, 1093]
table-header: କ୍ର.ସଂ. bbox=[943, 478, 985, 495]
section-pet: ୬. ଏଥ୍ଲେଟିକ୍ସ/ଶାରୀରିକ ଦକ୍ଷତା ପରୀକ୍ଷା bbox=[380, 809, 570, 823]
table-cell: - bbox=[766, 657, 932, 674]
section-medical: ୪. ସ୍ୱାସ୍ଥ୍ୟଗତ ମାନ bbox=[380, 697, 476, 711]
table-cell: ଜିସି ସିଆରପିଏଫ୍ ଜଲନ୍ଧର bbox=[984, 872, 1134, 897]
table-cell: ୨ bbox=[381, 843, 418, 860]
table-cell: ଡିଆଇଜିପି, ଗ୍ରୁପ୍ ସେଣ୍ଟର, ସିଆରପିଏଫ୍, କୋଏମ୍ବାଟୁର, ତାମିଲନାଡୁ-୬୪୧୬୦୩ bbox=[1134, 741, 1493, 766]
table-row bbox=[943, 577, 1494, 602]
table-cell: ଡିଆଇଜିପି, ଗ୍ରୁପ୍ ସେଣ୍ଟର, ସିଆରପିଏଫ୍, ହାଇଦରାବାଦ, ଆନ୍ଧ୍ରପ୍ରଦେଶ-୫୦୦୦୦୫ bbox=[1134, 650, 1493, 683]
table-cell: ୧ bbox=[381, 826, 418, 843]
table-cell: ଡିଆଇଜିପି, ଗ୍ରୁପ୍ ସେଣ୍ଟର, ସିଆରପିଏଫ୍, ନୀମଚ, ମଧ୍ୟପ୍ରଦେଶ-୪୫୮୪୪୫ bbox=[1134, 626, 1493, 651]
table-cell: ଡିଆଇଜିପି, ଗ୍ରୁପ୍ ସେଣ୍ଟର, ସିଆରପିଏଫ୍, ଜାମ୍ମୁ, ଜମ୍ମୁ-କାଶ୍ମୀର-୧୮୦୦୧୨ bbox=[1134, 716, 1493, 741]
table-row bbox=[381, 1182, 711, 1199]
ad-title: କେନ୍ଦ୍ରୀୟ ସଂରକ୍ଷିତ ପୋଲିସ ବଳ bbox=[380, 40, 928, 110]
list-item: 6. ମନୋନୀତ ପ୍ରାର୍ଥୀଙ୍କୁ ଭାରତର ଯେକୌଣସି ସ୍ଥାନରେ ସେବା କରିବାକୁ ହେବ । bbox=[960, 181, 1494, 198]
table-cell: ୧୬ bbox=[943, 896, 985, 921]
table-cell: ୫୧ bbox=[867, 386, 931, 403]
list-item: 7. ଆବେଦନପତ୍ରରେ ସାମ୍ପ୍ରତିକ ପାସପୋର୍ଟ ସାଇଜ ଫଟୋ ଲଗାଇବାକୁ ହେବ । bbox=[960, 198, 1494, 215]
headline-line-2: ଫାଇଲିନ୍ ସହାୟତା bbox=[61, 218, 308, 393]
table-row bbox=[381, 437, 932, 454]
table-row bbox=[943, 994, 1494, 1019]
section-banner bbox=[6, 48, 363, 116]
merit-text: ଲିଖିତ ପରୀକ୍ଷା ଓ ସାକ୍ଷାତକାରରେ ପାଇଥିବା ମୋଟ ନମ୍ବର ଆଧାରରେ ବର୍ଗଭିତ୍ତିକ ମେଧା ତାଲିକା ପ୍ରସ୍ତୁତ କରାଯିବ । bbox=[942, 402, 1437, 415]
section-pay-text: ପେ-ବ୍ୟାଣ୍ଡ ୧ ଟ. ୫୨୦୦-୨୦୨୦୦ ସହ ଗ୍ରେଡ୍ ପେ ଟ. ୨୮୦୦ ଏବଂ କେନ୍ଦ୍ର ସରକାରଙ୍କ ନିୟମ ଅନୁସାରେ ଅନ୍ୟାନ୍ୟ ଭତ୍ତା ପ୍ରଦାନ କରାଯିବ । ନିଃଶୁଳ୍କ ରାସନ, ଆବାସ ଓ ଚିକିତ୍ସା ସୁବିଧା ମିଳିବ । bbox=[380, 478, 932, 508]
see-next-page: (See Next Page) bbox=[1389, 2319, 1486, 2333]
section-instructions: ୧୦. ସାଧାରଣ ନିର୍ଦ୍ଦେଶାବଳୀ bbox=[942, 80, 1063, 94]
table-cell: ୧୨୪* bbox=[613, 369, 741, 386]
section-selection-text: ପ୍ରଥମ ପର୍ଯ୍ୟାୟ: ପ୍ରମାଣପତ୍ର/ଦସ୍ତାବେଜ ଯାଞ୍ଚ, ଶାରୀରିକ ମାନ ପରୀକ୍ଷା, ଲିଖିତ ପରୀକ୍ଷା । ଦ୍ୱିତୀୟ ପର୍ଯ୍ୟାୟ: ଦକ୍ଷତା ପରୀକ୍ଷା (ଷ୍ଟେନୋଗ୍ରାଫି), ସାକ୍ଷାତକାର, ସ୍ୱାସ୍ଥ୍ୟ ପରୀକ୍ଷା । ଲିଖିତ ପରୀକ୍ଷାର ବିଷୟବସ୍ତୁ ସିଆରପିଏଫ୍ ୱେବସାଇଟ (www.crpf.gov.in) ରେ ଉପଲବ୍ଧ । bbox=[380, 986, 932, 1033]
list-item: 3. ମୂଳ ପ୍ରମାଣପତ୍ର ଯାଞ୍ଚ ସମୟରେ ଦେଖାଇବାକୁ ହେବ । bbox=[960, 130, 1494, 147]
table-cell: ଡିଆଇଜିପି, ଗ୍ରୁପ୍ ସେଣ୍ଟର, ସିଆରପିଏଫ୍, ଦୁର୍ଗାପୁର, ପଶ୍ଚିମବଙ୍ଗ-୭୧୩୨୧୪ bbox=[1134, 945, 1493, 970]
